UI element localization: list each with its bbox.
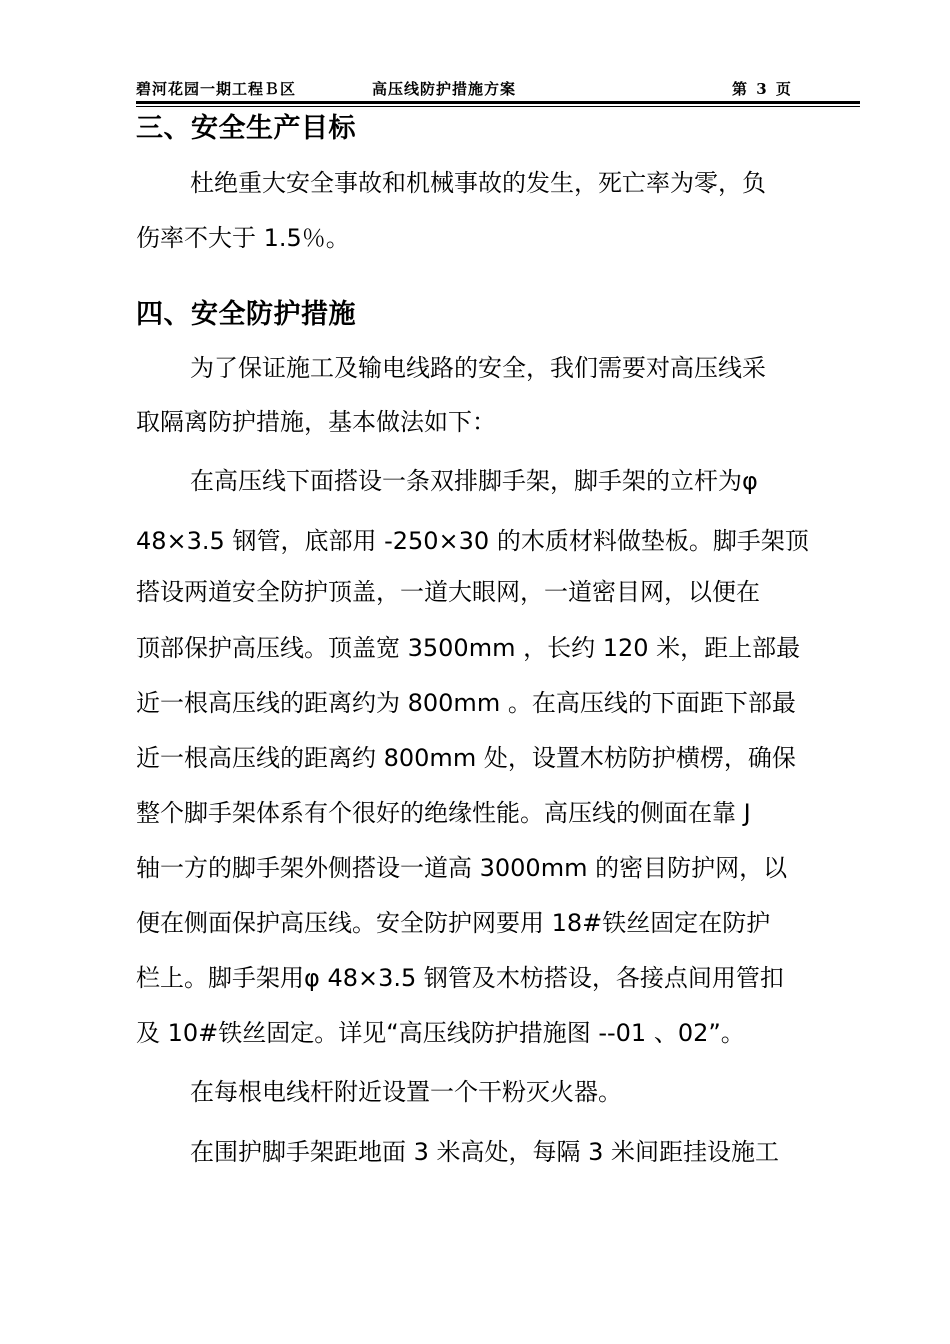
paragraph-line: 伤率不大于 1.5％。 — [136, 224, 350, 252]
paragraph-line: 48×3.5 钢管，底部用 -250×30 的木质材料做垫板。脚手架顶 — [136, 527, 809, 555]
paragraph-line: 在围护脚手架距地面 3 米高处，每隔 3 米间距挂设施工 — [190, 1138, 780, 1166]
section-3-heading: 三、安全生产目标 — [136, 113, 356, 144]
paragraph-line: 顶部保护高压线。顶盖宽 3500mm ，长约 120 米，距上部最 — [136, 634, 801, 662]
paragraph-line: 杜绝重大安全事故和机械事故的发生，死亡率为零，负 — [190, 169, 766, 197]
section-4-heading: 四、安全防护措施 — [136, 299, 356, 330]
header-document-title: 高压线防护措施方案 — [372, 80, 517, 98]
page-header — [136, 76, 860, 100]
paragraph-line: 在每根电线杆附近设置一个干粉灭火器。 — [190, 1078, 622, 1106]
paragraph-line: 搭设两道安全防护顶盖，一道大眼网，一道密目网，以便在 — [136, 578, 760, 606]
paragraph-line: 近一根高压线的距离约为 800mm 。在高压线的下面距下部最 — [136, 689, 796, 717]
paragraph-line: 整个脚手架体系有个很好的绝缘性能。高压线的侧面在靠 J — [136, 799, 751, 827]
header-project-name: 碧河花园一期工程Ｂ区 — [136, 80, 297, 98]
header-page-number: 第 3 页 — [732, 80, 793, 98]
paragraph-line: 取隔离防护措施，基本做法如下： — [136, 408, 496, 436]
paragraph-line: 及 10#铁丝固定。详见“高压线防护措施图 --01 、02”。 — [136, 1019, 745, 1047]
paragraph-line: 在高压线下面搭设一条双排脚手架，脚手架的立杆为φ — [190, 467, 758, 495]
paragraph-line: 为了保证施工及输电线路的安全，我们需要对高压线采 — [190, 354, 766, 382]
header-rule-thick — [136, 101, 860, 104]
paragraph-line: 轴一方的脚手架外侧搭设一道高 3000mm 的密目防护网，以 — [136, 854, 788, 882]
paragraph-line: 近一根高压线的距离约 800mm 处，设置木枋防护横楞，确保 — [136, 744, 796, 772]
paragraph-line: 栏上。脚手架用φ 48×3.5 钢管及木枋搭设，各接点间用管扣 — [136, 964, 784, 992]
paragraph-line: 便在侧面保护高压线。安全防护网要用 18#铁丝固定在防护 — [136, 909, 771, 937]
